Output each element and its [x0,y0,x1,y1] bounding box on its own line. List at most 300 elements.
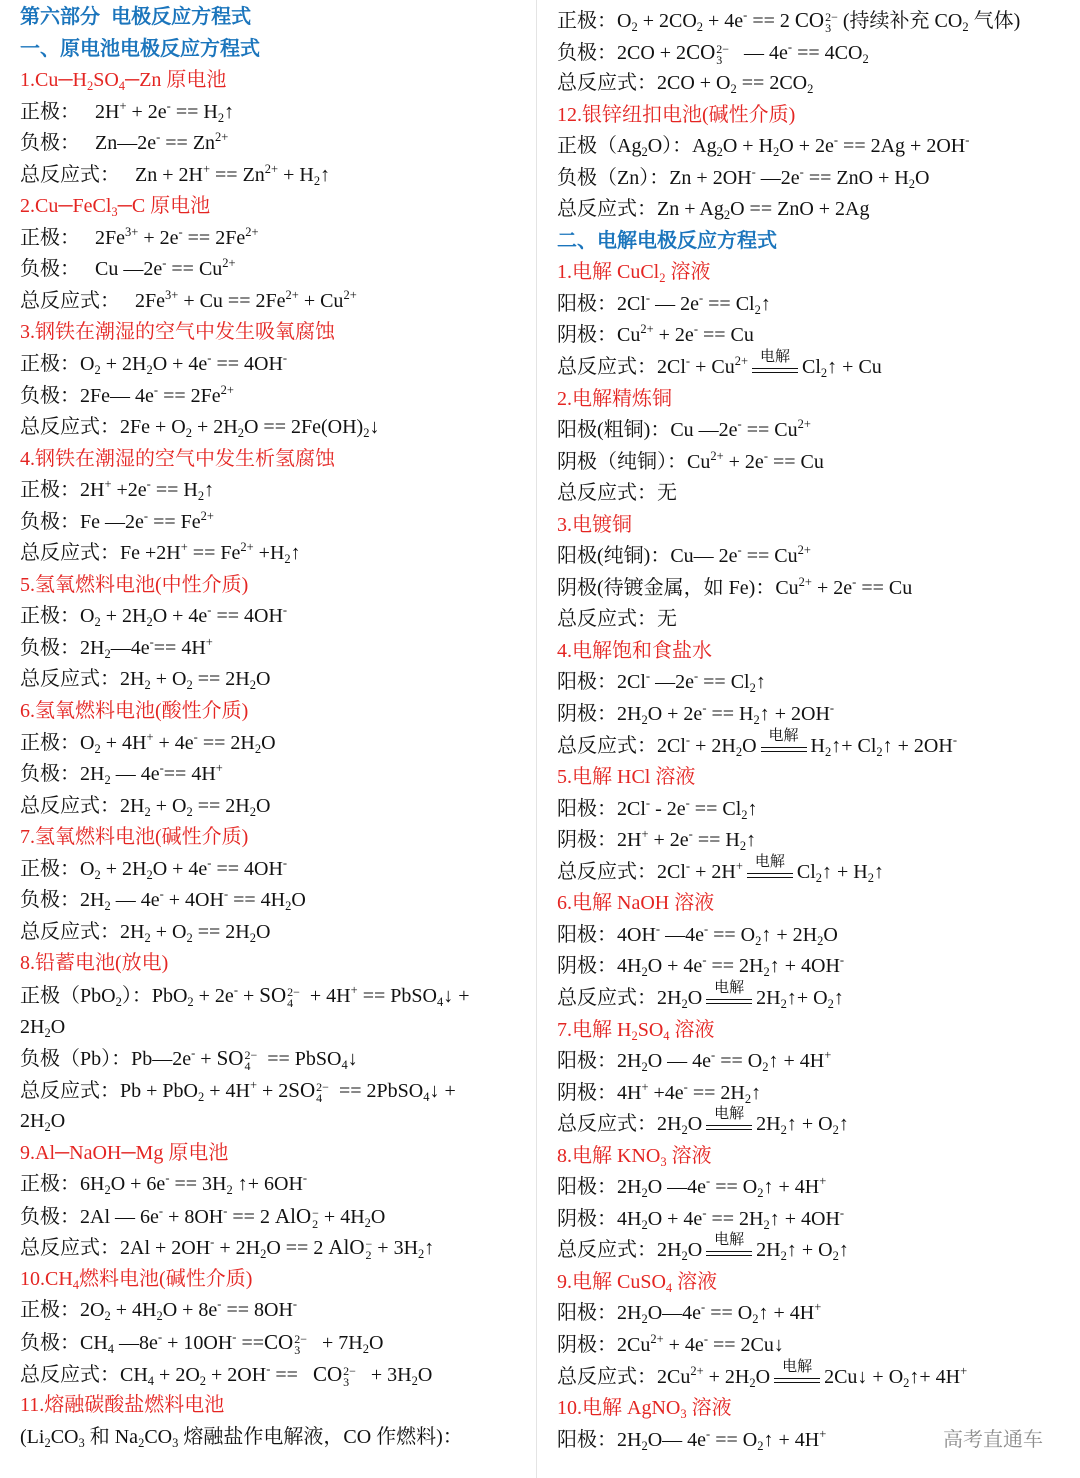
superscript: + [119,98,127,113]
superscript: 2+ [650,1331,664,1346]
text-segment: == 4CO [792,41,863,64]
text-segment: ↑ + 2OH [882,734,953,757]
equation-line [20,1169,528,1201]
subscript: 2 [237,426,244,441]
equation-line [20,917,528,949]
subscript: 2 [249,930,256,945]
electrolysis-equals-sign [747,853,793,888]
ion-subscript: 2 [365,1248,372,1263]
reaction-condition-label: 电解 [714,1106,745,1123]
superscript: - [158,1203,164,1218]
text-segment: O [255,668,271,691]
equation-line [20,854,528,886]
text-segment: ↓ + [443,984,470,1007]
text-segment: ↑+ Cl [831,734,877,757]
watermark: 高考直通车 [943,1429,1043,1451]
text-segment: ↑ + 4H [768,1050,825,1073]
superscript: - [703,921,709,936]
ion-subscript: 2 [312,1216,319,1231]
text-segment: 总反应式：2Cl [557,356,686,379]
text-segment: 一、原电池电极反应方程式 [20,37,260,60]
subscript: 2 [197,489,205,504]
text-segment: +H [253,542,285,565]
text-segment: 阴极：2H [557,829,642,852]
text-segment: == 2H [192,794,250,817]
superscript: - [751,164,756,179]
text-segment: ↑ + Cu [827,356,882,379]
superscript: - [965,133,970,148]
subscript: 2 [364,1215,371,1230]
text-segment: == Cl [703,292,755,315]
text-segment: == H [170,100,218,123]
superscript: - [282,603,288,618]
text-segment: 阴极：2H [557,703,642,726]
text-segment: 2H [756,1113,781,1136]
superscript: - [685,795,690,810]
text-segment: + 2H [690,860,736,883]
superscript: + [215,761,223,776]
text-segment: ↑ + 4OH [769,1207,840,1230]
text-segment: == Fe [187,542,241,565]
text-segment: O [687,1239,703,1262]
reaction-condition-label: 电解 [768,727,799,744]
text-segment: O [823,923,838,946]
superscript: - [839,953,845,968]
text-segment: ）：PbO [121,984,188,1007]
electrolysis-equals-sign [706,979,752,1014]
equation-line [20,286,528,318]
double-line [706,1125,752,1130]
text-segment: + 10OH [162,1331,233,1354]
equation-line [557,667,1072,699]
text-segment: + Cu [690,356,735,379]
ion-charge: 2− [825,10,838,24]
superscript: - [737,543,742,558]
text-segment: == 2 [747,10,795,32]
subscript: 2 [659,271,666,286]
text-segment: O + 4e [647,1207,703,1230]
subscript: 2 [104,646,111,661]
text-segment: 溶液 [672,1270,718,1293]
superscript: - [685,858,691,873]
subscript: 2 [681,1249,688,1264]
superscript: 2+ [240,540,254,555]
ion-charge-stack [716,41,730,67]
text-segment: == Cl [689,797,742,820]
superscript: - [292,1297,298,1312]
superscript: + [350,982,358,997]
text-segment: + 2H [100,353,147,376]
text-segment: + [237,984,260,1007]
text-segment: 阴极（纯铜）：Cu [557,450,711,473]
superscript: 2+ [220,382,234,397]
ion-base: CO [264,1329,294,1354]
item-title [20,948,528,980]
text-segment: 阳极：2H [557,1050,642,1073]
electrolysis-equals-sign [706,1232,752,1266]
text-segment: ↑ + 4OH [769,955,840,978]
text-segment: 阴极：Cu [557,324,641,347]
text-segment: O [915,166,930,189]
superscript: - [302,1171,308,1186]
subscript: 2 [104,1183,111,1198]
superscript: 2+ [215,130,229,145]
subscript: 2 [411,1373,418,1388]
text-segment: ↑ + 2OH [759,703,830,726]
subscript: 2 [641,713,648,728]
text-segment: == Cu [697,324,754,347]
text-segment: ↑ [224,100,235,123]
equation-line [557,163,1072,195]
text-segment: == 4OH [211,353,283,376]
text-segment: 6.电解 NaOH 溶液 [557,892,715,915]
text-segment: 负极：2Fe— 4e [20,384,154,407]
text-segment: O + 2e [647,703,703,726]
subscript: 2 [908,176,916,191]
text-segment: + Cu == 2Fe [178,289,286,312]
subscript: 2 [138,1435,145,1450]
text-segment: ↑ [320,163,331,186]
equation-line [557,794,1072,826]
equation-line [20,664,528,696]
subscript: 2 [144,678,151,693]
subscript: 2 [867,870,875,885]
text-segment: 总反应式：2H [557,1239,682,1262]
item-title [557,1267,1072,1299]
reaction-condition-label: 电解 [714,1232,745,1249]
text-segment: == H [150,479,198,502]
text-segment: ↑ [751,1081,762,1104]
item-title [20,822,528,854]
superscript: - [159,887,164,902]
superscript: 3+ [165,287,179,302]
text-segment: ↑+ 6OH [232,1173,303,1196]
text-segment: 负极：2CO + 2 [557,41,687,64]
equation-line [557,727,1072,763]
superscript: + [814,1300,822,1315]
text-segment: == 4H [228,889,286,912]
ion-formula [328,1235,373,1263]
electrolysis-equals-sign [706,1106,752,1140]
text-segment: == Cu [767,450,824,473]
text-segment: == Zn [160,132,216,155]
item-title [20,696,528,728]
text-segment: + 2OH [206,1363,267,1386]
text-segment: 负极：2H [20,636,105,659]
subscript: 2 [146,867,153,882]
subscript: 2 [249,804,256,819]
subscript: 2 [749,681,756,696]
ion-formula [274,1203,319,1231]
equation-line [20,97,528,129]
text-segment: SO [637,1018,664,1041]
equation-line [20,349,528,381]
subscript: 2 [763,1217,770,1232]
ion-subscript: 3 [716,52,723,67]
subscript: 2 [696,20,704,34]
text-segment: + 4H [110,1299,157,1322]
ion-charge-stack [294,1331,307,1357]
ion-charge: 2− [287,984,300,999]
text-segment: ↑ + 4H [763,1428,820,1451]
text-segment: 8.电解 KNO [557,1144,661,1167]
text-segment: 溶液 [686,1397,732,1420]
equation-line [20,1232,528,1264]
text-segment: 正极：6H [20,1173,105,1196]
item-title [20,65,528,97]
equation-line [557,1046,1072,1078]
superscript: - [166,98,171,113]
text-segment: O [50,1015,66,1038]
text-segment: —4e [660,923,704,946]
equation-line [20,1201,528,1233]
text-segment: 1.电解 CuCl [557,261,660,284]
column-divider [536,0,537,1478]
equation-line [557,1298,1072,1330]
ion-charge: 2− [316,1079,329,1094]
equation-line [20,507,528,539]
ion-formula [264,1329,307,1357]
subscript: 2 [641,1217,648,1232]
ion-base: AlO [328,1235,365,1260]
equation-line [20,759,528,791]
text-segment: + 2e [138,226,179,249]
text-segment: ↑+ O [786,986,828,1009]
text-segment: + 2H [690,734,736,757]
text-segment: 2.Cu─FeCl [20,195,112,218]
subscript: 2 [186,678,193,693]
ion-subscript: 4 [287,995,294,1010]
subscript: 2 [780,1249,787,1264]
double-line [761,747,807,752]
text-segment: H [810,734,825,757]
text-segment: 10.CH [20,1267,73,1290]
text-segment: == PbSO [257,1048,342,1071]
ion-charge: 2− [244,1048,258,1063]
equation-line [557,415,1072,447]
subscript: 2 [641,145,648,160]
subscript: 4 [72,1277,80,1292]
superscript: - [207,603,212,618]
subscript: 3 [660,1154,667,1169]
text-segment: 负极：2H [20,889,105,912]
text-segment: ↓ + [429,1079,456,1102]
superscript: 2+ [285,287,299,302]
text-segment: 总反应式：无 [557,482,677,505]
subscript: 2 [757,1438,764,1453]
text-segment: —4e [110,636,150,659]
text-segment: == 3H [169,1173,227,1196]
text-segment: 阳极：4OH [557,923,656,946]
text-segment: + 4e [663,1333,704,1356]
ion-subscript: 4 [244,1059,251,1074]
subscript: 2 [641,965,648,980]
ion-charge-stack [316,1079,329,1105]
text-segment: 总反应式：Pb + PbO [20,1079,198,1102]
equation-line [20,1075,528,1107]
subscript: 2 [363,426,370,441]
superscript: - [159,761,164,776]
text-segment: + 2e [648,829,689,852]
superscript: - [743,8,748,22]
subscript: 2 [362,1341,369,1356]
text-segment: + 4H [100,731,147,754]
superscript: - [153,382,159,397]
item-title [20,317,528,349]
equation-line [20,160,528,192]
subscript: 2 [739,839,747,854]
text-segment: == [270,1363,313,1386]
superscript: - [162,256,167,271]
text-segment: ↑ [424,1237,435,1260]
text-segment: O [742,734,757,757]
text-segment: 阴极：4H [557,1207,642,1230]
subscript: 2 [144,804,151,819]
text-segment: 4.钢铁在潮湿的空气中发生析氢腐蚀 [20,447,335,470]
ion-charge-stack [287,984,300,1010]
superscript: - [655,921,661,936]
text-segment: + Cu [298,289,344,312]
text-segment: + 2H [191,416,238,439]
subscript: 2 [815,870,823,885]
text-segment: ─C 原电池 [117,195,211,218]
superscript: - [737,417,742,432]
superscript: - [683,1079,688,1094]
superscript: - [829,701,835,716]
subscript: 2 [757,1186,764,1201]
equation-line [20,538,528,570]
subscript: 2 [146,363,153,378]
text-segment: +4e [648,1081,684,1104]
text-segment: + 2CO [637,10,697,32]
superscript: 2+ [690,1363,704,1378]
text-segment: 负极（Pb）：Pb—2e [20,1048,192,1071]
superscript: - [702,953,707,968]
ion-base: SO [288,1077,316,1102]
text-segment: O == 2Fe(OH) [243,416,364,439]
equation-line [557,289,1072,321]
text-segment: ↓ [369,416,380,439]
subscript: 3 [680,1407,687,1422]
text-segment: + 4OH [163,889,224,912]
text-segment: 2H [20,1015,45,1038]
text-segment: == Cu [166,258,223,281]
ion-formula [686,39,730,67]
text-segment: + 8OH [163,1205,224,1228]
text-segment: + O [150,920,187,943]
text-segment: + H [278,163,314,186]
text-segment: + 2H [100,857,147,880]
item-title [557,510,1072,542]
text-segment: — 2e [650,292,699,315]
text-segment: O + 4e [647,955,703,978]
text-segment: O [755,1365,771,1388]
ion-formula [794,8,838,35]
item-title [20,444,528,476]
ion-subscript: 3 [343,1374,350,1389]
text-segment: + O [150,794,187,817]
text-segment: + 2O [154,1363,200,1386]
equation-line [557,478,1072,510]
superscript: - [701,1300,706,1315]
text-segment: 2H [756,1239,781,1262]
subscript: 4 [663,1028,670,1043]
text-segment: 总反应式：2H [20,668,145,691]
text-segment: O [687,986,703,1009]
superscript: 2+ [797,417,811,432]
subscript: 2 [186,930,193,945]
ion-formula [288,1077,329,1105]
subscript: 3 [78,1435,85,1450]
item-title [557,100,1072,132]
text-segment: 溶液 [666,1144,712,1167]
superscript: 2+ [343,287,357,302]
equation-line [557,320,1072,352]
text-segment: + 2e [811,576,853,599]
text-segment: == 2H [192,668,250,691]
superscript: - [711,1048,716,1063]
superscript: + [819,1426,827,1441]
equation-line [20,633,528,665]
superscript: - [193,729,198,744]
ion-charge: 2− [343,1363,356,1378]
double-line [747,873,793,878]
superscript: + [104,477,112,492]
text-segment: 阳极：2Cl [557,292,646,315]
subscript: 2 [249,678,256,693]
part-heading [20,2,528,34]
reaction-condition-label: 电解 [754,853,785,870]
text-segment: (持续补充 CO [837,10,963,32]
ion-base: SO [216,1046,244,1071]
text-segment: — 4e [110,763,160,786]
subscript: 2 [44,1025,51,1040]
text-segment: ↑ [838,1239,849,1262]
text-segment: —2e [650,671,694,694]
text-segment: Cl [802,356,821,379]
text-segment: == 4OH [211,605,283,628]
item-title [557,1393,1072,1425]
text-segment: == Zn [210,163,265,186]
text-segment: 总反应式：2H [20,920,145,943]
superscript: - [787,39,793,54]
superscript: - [852,574,857,589]
superscript: - [698,290,704,305]
text-segment: 阴极：2Cu [557,1333,651,1356]
text-segment: 负极： Zn—2e [20,132,157,155]
text-segment: == 2H [197,731,255,754]
text-segment: 熔融盐作电解液，CO 作燃料)： [178,1425,463,1448]
text-segment: 溶液 [669,1018,715,1041]
superscript: + [960,1363,968,1378]
text-segment: Cl [796,860,816,883]
equation-line [557,699,1072,731]
superscript: + [205,634,213,649]
text-segment: 正极（PbO [20,984,116,1007]
text-segment: == ZnO + H [803,166,909,189]
superscript: - [703,1331,708,1346]
right-column [557,5,1072,1475]
superscript: - [210,1235,215,1250]
text-segment: 1.Cu─H [20,69,87,92]
text-segment: 2H [756,986,781,1009]
text-segment: ↑ [760,292,771,315]
subscript: 2 [763,965,770,980]
subscript: 4 [118,79,126,94]
text-segment: 7.氢氧燃料电池(碱性介质) [20,826,249,849]
text-segment: ↑ + O [786,1113,833,1136]
text-segment: O + 4e [152,605,208,628]
